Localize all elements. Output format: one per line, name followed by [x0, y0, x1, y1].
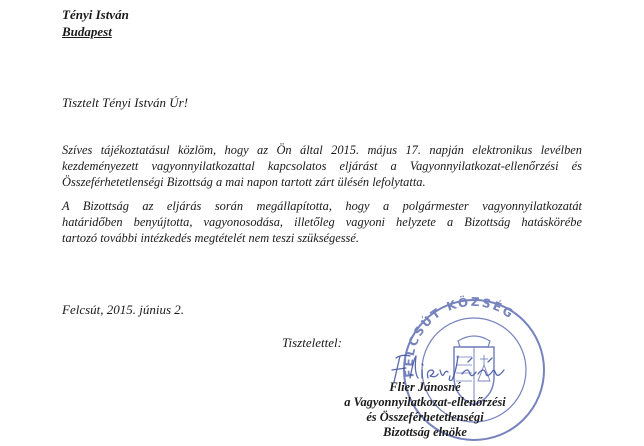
signatory-title-line: Bizottság elnöke — [383, 425, 467, 439]
salutation: Tisztelt Tényi István Úr! — [62, 95, 189, 110]
paragraph-1-line: Szíves tájékoztatásul közlöm, hogy az Ön által 2015. május 17. napján elektronikus levélben — [62, 143, 582, 157]
paragraph-1 — [62, 142, 582, 190]
paragraph-1-line: kezdeményezett vagyonnyilatkozattal kapcsolatos eljárást a Vagyonnyilatkozat-ellenőrzési és — [62, 159, 582, 173]
signatory-title-line: és Összeférhetetlenségi — [366, 410, 484, 424]
place-date: Felcsút, 2015. június 2. — [62, 302, 185, 317]
signatory-title-line: a Vagyonnyilatkozat-ellenőrzési — [344, 395, 506, 409]
stamp-text: FELCSÚT KÖZSÉG — [401, 294, 518, 379]
signatory-name: Flier Jánosné — [389, 380, 461, 394]
recipient-city: Budapest — [62, 24, 112, 39]
closing: Tisztelettel: — [282, 335, 342, 350]
paragraph-1-line: Összeférhetetlenségi Bizottság a mai napon tartott zárt ülésén lefolytatta. — [62, 175, 426, 189]
paragraph-2-line: határidőben benyújtotta, vagyonosodása, illetőleg vagyoni helyzete a Bizottság hatáskörébe — [62, 215, 582, 229]
paragraph-2 — [62, 198, 582, 246]
paragraph-2-line: A Bizottság az eljárás során megállapította, hogy a polgármester vagyonnyilatkozatát — [62, 199, 582, 213]
recipient-name: Tényi István — [62, 7, 129, 22]
paragraph-2-line: tartozó további intézkedés megtételét nem teszi szükségessé. — [62, 231, 359, 245]
signature-block — [300, 380, 550, 440]
